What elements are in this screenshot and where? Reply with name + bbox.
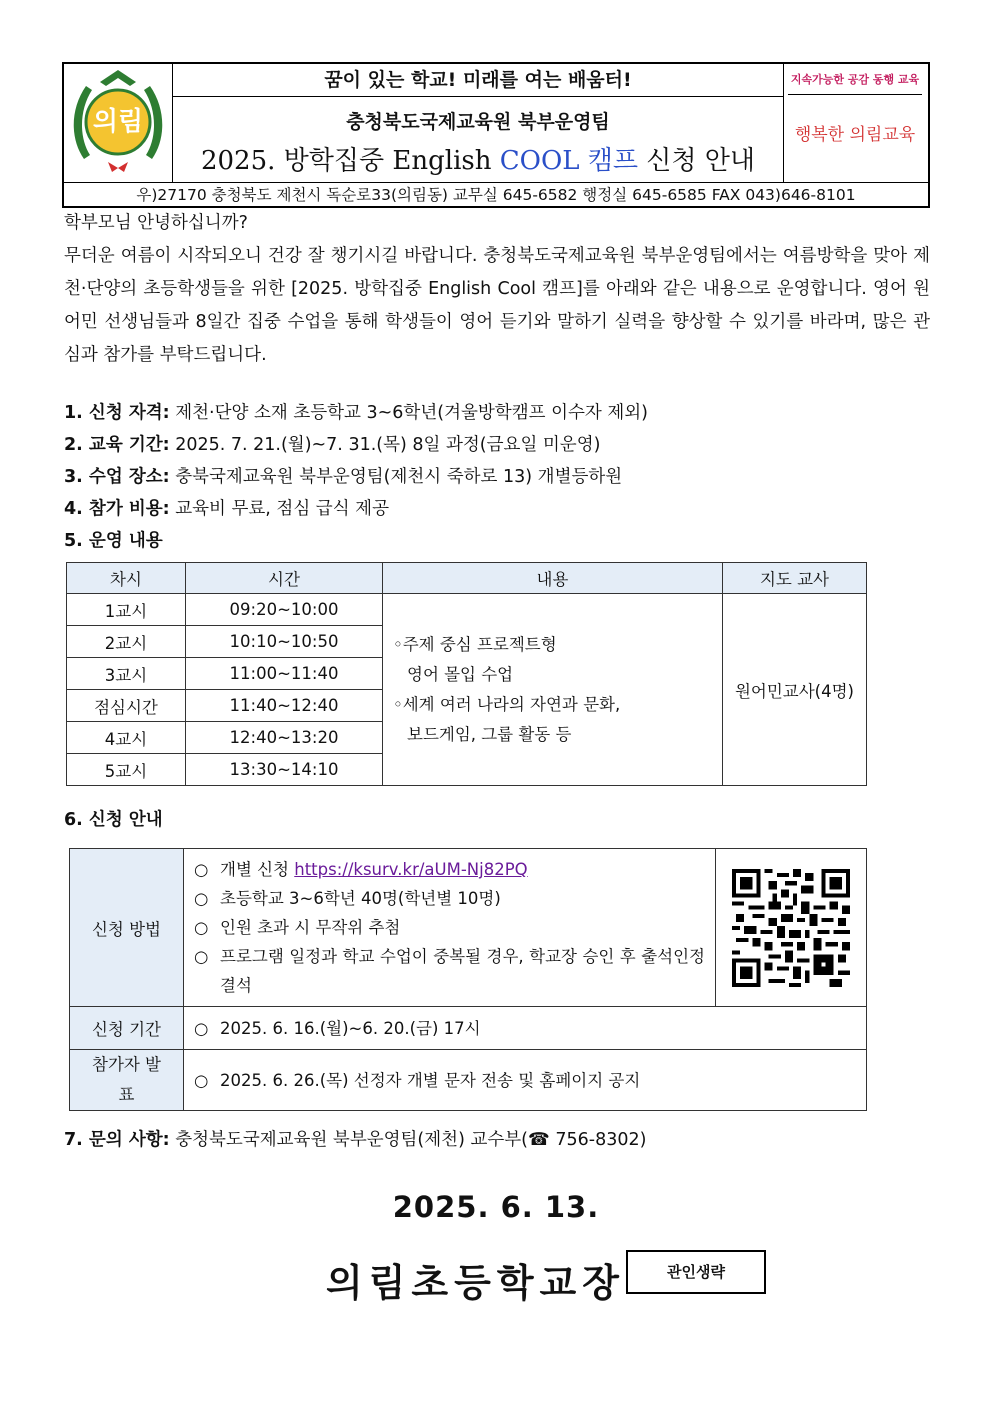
time-cell: 12:40~13:20: [186, 722, 383, 754]
item-text: 교육비 무료, 점심 급식 제공: [169, 499, 389, 519]
item-eligibility: [64, 397, 648, 429]
item-label: 7. 문의 사항:: [64, 1130, 170, 1150]
item-text: 2025. 7. 21.(월)~7. 31.(목) 8일 과정(금요일 미운영): [169, 435, 601, 455]
item-location: [64, 461, 622, 493]
period-cell: 점심시간: [67, 690, 186, 722]
method-list: [184, 849, 716, 1007]
qr-code-icon[interactable]: [732, 869, 850, 987]
intro-paragraph: 무더운 여름이 시작되오니 건강 잘 챙기시길 바랍니다. 충청북도국제교육원 북부운영팀에서는 여름방학을 맞아 제천·단양의 초등학생들을 위한 [2025. 방학집중 English Cool 캠프]를 아래와 같은 내용으로 운영합니다. 영어 원어민 선생님들과 8일간 집중 수업을 통해 학생들이 영어 듣기와 말하기 실력을 향상할 수 있기를 바라며, 많은 관심과 참가를 부탁드립니다.: [64, 246, 930, 365]
table-row: [70, 849, 867, 1007]
schedule-table: [66, 562, 867, 786]
announce-value: [184, 1050, 867, 1111]
document-title: [172, 140, 784, 177]
bullet: ○: [194, 860, 209, 879]
method-label: 신청 방법: [70, 849, 184, 1007]
item-text: 충북국제교육원 북부운영팀(제천시 죽하로 13) 개별등하원: [169, 467, 623, 487]
teacher-cell: 원어민교사(4명): [723, 594, 867, 786]
greeting: 학부모님 안녕하십니까?: [64, 213, 248, 233]
table-header-row: [67, 563, 867, 594]
period-text: 2025. 6. 16.(월)~6. 20.(금) 17시: [220, 1018, 481, 1038]
column-header: 내용: [383, 563, 723, 594]
item-label: 5. 운영 내용: [64, 531, 163, 551]
education-logo: [783, 64, 928, 182]
period-value: [184, 1007, 867, 1050]
section-heading: 6. 신청 안내: [64, 810, 163, 830]
application-table: [69, 848, 867, 1111]
organization-name: 충청북도국제교육원 북부운영팀: [346, 111, 610, 133]
list-item-text: 개별 신청: [220, 860, 295, 879]
table-row: [70, 1007, 867, 1050]
list-item-text: 초등학교 3~6학년 40명(학년별 10명): [220, 889, 501, 908]
title-cool: COOL: [499, 146, 580, 176]
time-cell: 11:00~11:40: [186, 658, 383, 690]
bullet: ○: [194, 1018, 209, 1038]
period-cell: 2교시: [67, 626, 186, 658]
list-item: [194, 913, 705, 942]
content-line: ◦세계 여러 나라의 자연과 문화,: [393, 694, 621, 714]
list-item: [194, 884, 705, 913]
time-cell: 09:20~10:00: [186, 594, 383, 626]
column-header: 지도 교사: [723, 563, 867, 594]
list-item-text: 인원 초과 시 무작위 추첨: [220, 918, 401, 937]
seal-omitted-box: 관인생략: [626, 1250, 766, 1294]
item-operation: [64, 525, 163, 557]
title-block: [172, 97, 784, 182]
title-camp: 캠프: [587, 146, 639, 176]
time-cell: 13:30~14:10: [186, 754, 383, 786]
letterhead: [62, 62, 930, 208]
period-cell: 5교시: [67, 754, 186, 786]
column-header: 차시: [67, 563, 186, 594]
school-slogan: 꿈이 있는 학교! 미래를 여는 배움터!: [172, 64, 784, 97]
period-label: 신청 기간: [70, 1007, 184, 1050]
table-row: [70, 1050, 867, 1111]
period-cell: 4교시: [67, 722, 186, 754]
announce-text: 2025. 6. 26.(목) 선정자 개별 문자 전송 및 홈페이지 공지: [220, 1070, 641, 1090]
item-label: 2. 교육 기간:: [64, 435, 170, 455]
item-period: [64, 429, 600, 461]
table-row: [67, 594, 867, 626]
time-cell: 10:10~10:50: [186, 626, 383, 658]
item-text: 충청북도국제교육원 북부운영팀(제천) 교수부(☎ 756-8302): [169, 1130, 647, 1150]
school-logo: [64, 64, 173, 182]
bullet: ○: [194, 1070, 209, 1090]
item-label: 3. 수업 장소:: [64, 467, 170, 487]
title-end: 신청 안내: [638, 146, 756, 176]
content-line: 영어 몰입 수업: [407, 664, 514, 684]
period-cell: 3교시: [67, 658, 186, 690]
content-line: 보드게임, 그룹 활동 등: [407, 724, 572, 744]
list-item: [194, 942, 705, 1000]
column-header: 시간: [186, 563, 383, 594]
qr-cell: [716, 849, 867, 1007]
list-item-text: 프로그램 일정과 학교 수업이 중복될 경우, 학교장 승인 후 출석인정결석: [220, 947, 705, 995]
application-link[interactable]: https://ksurv.kr/aUM-Nj82PQ: [294, 860, 528, 879]
title-space: [580, 146, 588, 176]
bullet: ○: [194, 889, 209, 908]
item-text: 제천·단양 소재 초등학교 3~6학년(겨울방학캠프 이수자 제외): [169, 403, 648, 423]
school-logo-text: 의림: [92, 107, 144, 137]
list-item: [194, 855, 705, 884]
item-cost: [64, 493, 389, 525]
item-label: 4. 참가 비용:: [64, 499, 170, 519]
period-cell: 1교시: [67, 594, 186, 626]
school-address: 우)27170 충청북도 제천시 독순로33(의림동) 교무실 645-6582 행정실 645-6585 FAX 043)646-8101: [64, 182, 928, 207]
time-cell: 11:40~12:40: [186, 690, 383, 722]
signer-name: 의림초등학교장: [326, 1261, 625, 1305]
sustainable-education-logo: 지속가능한 공감 동행 교육: [788, 66, 922, 95]
title-part: 2025. 방학집중 English: [200, 146, 500, 176]
document-date: 2025. 6. 13.: [392, 1190, 600, 1224]
content-line: ◦주제 중심 프로젝트형: [393, 634, 557, 654]
item-contact: [64, 1124, 646, 1156]
announce-label: 참가자 발표: [70, 1050, 184, 1111]
bullet: ○: [194, 918, 209, 937]
happy-education-logo: 행복한 의림교육: [794, 125, 916, 145]
item-label: 1. 신청 자격:: [64, 403, 170, 423]
bullet: ○: [194, 947, 209, 966]
content-cell: [383, 594, 723, 786]
apply-heading: [64, 804, 163, 836]
